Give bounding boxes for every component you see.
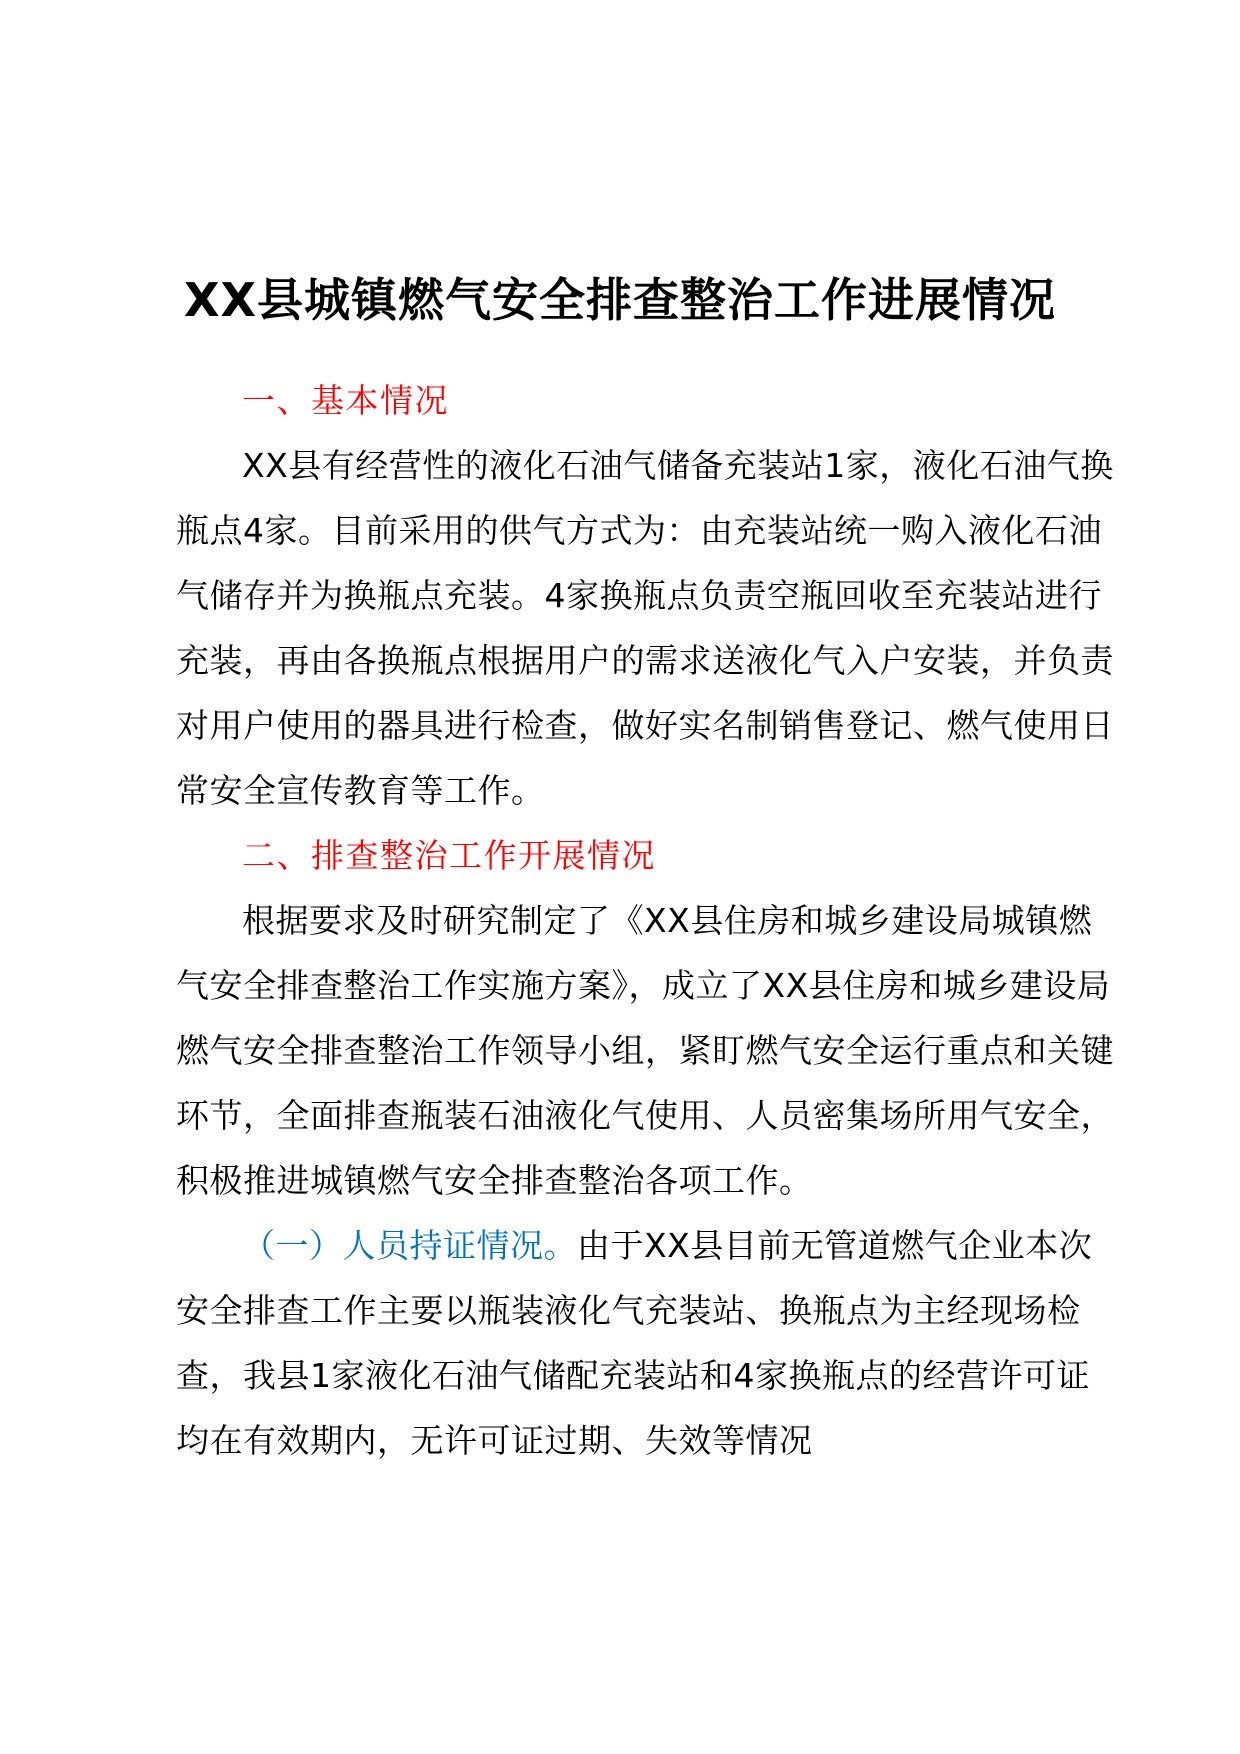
subsection-1-text: 由于XX县目前无管道燃气企业本次安全排查工作主要以瓶装液化气充装站、换瓶点为主经现场检查，我县1家液化石油气储配充装站和4家换瓶点的经营许可证均在有效期内，无许可证过期、失效等情况 [176, 1226, 1093, 1460]
section-1-paragraph: XX县有经营性的液化石油气储备充装站1家，液化石油气换瓶点4家。目前采用的供气方式为：由充装站统一购入液化石油气储存并为换瓶点充装。4家换瓶点负责空瓶回收至充装站进行充装，再由各换瓶点根据用户的需求送液化气入户安装，并负责对用户使用的器具进行检查，做好实名制销售登记、燃气使用日常安全宣传教育等工作。 [176, 446, 1114, 810]
document-title: XX县城镇燃气安全排查整治工作进展情况 [184, 273, 1056, 327]
document-body [176, 368, 1116, 1473]
subsection-1-heading: （一）人员持证情况。 [242, 1226, 577, 1265]
section-1-heading: 一、基本情况 [242, 381, 449, 420]
subsection-1-paragraph [176, 1213, 1116, 1473]
section-2-heading: 二、排查整治工作开展情况 [242, 836, 656, 875]
section-2-paragraph: 根据要求及时研究制定了《XX县住房和城乡建设局城镇燃气安全排查整治工作实施方案》，成立了XX县住房和城乡建设局燃气安全排查整治工作领导小组，紧盯燃气安全运行重点和关键环节，全面排查瓶装石油液化气使用、人员密集场所用气安全，积极推进城镇燃气安全排查整治各项工作。 [176, 901, 1114, 1200]
